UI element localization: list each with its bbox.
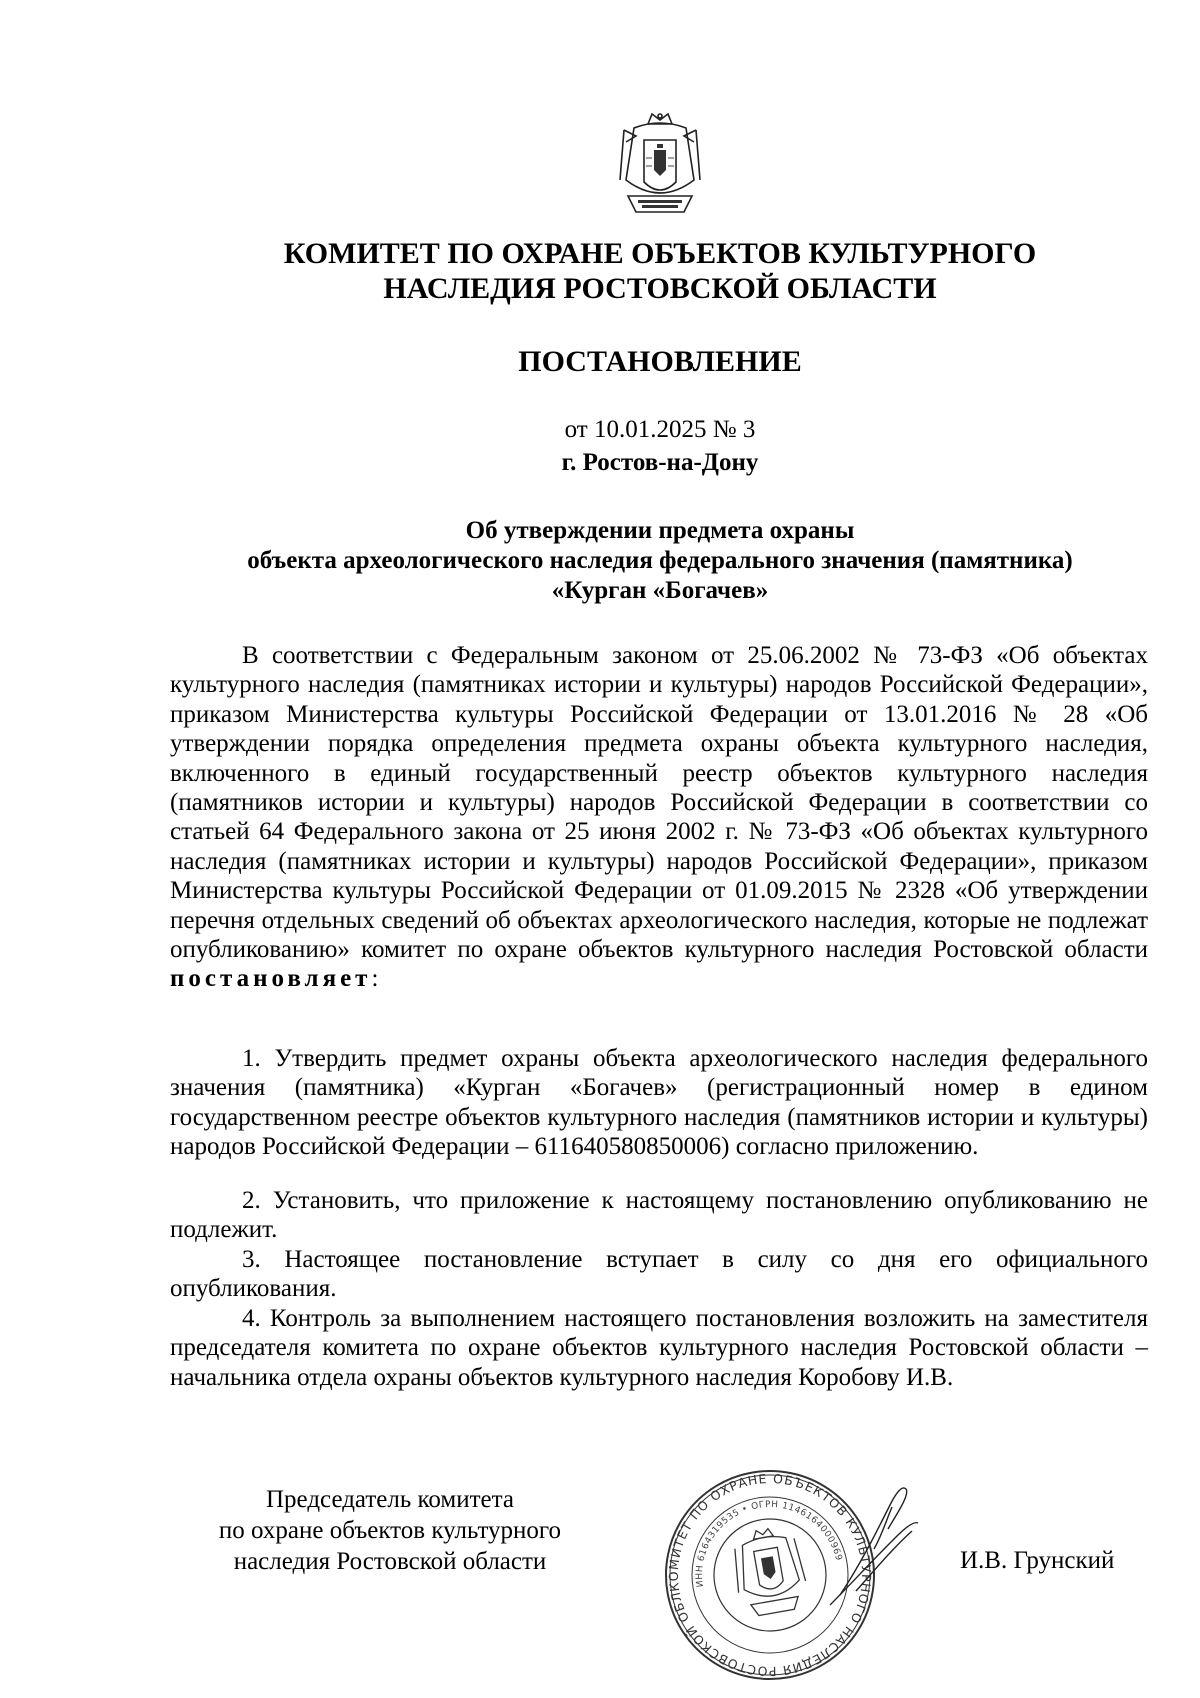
document-date-number: от 10.01.2025 № 3 [564,416,756,443]
signatory-name: И.В. Грунский [960,1547,1115,1574]
item-3-paragraph: 3. Настоящее постановление вступает в силу со дня его официального опубликования. [170,1246,1148,1303]
signatory-position [180,1484,600,1577]
official-seal-stamp [660,1445,950,1695]
signatory-position-line-1: Председатель комитета [266,1486,514,1513]
subject-line-3: «Курган «Богачев» [551,577,769,604]
coat-of-arms-emblem [614,110,706,220]
item-4-paragraph: 4. Контроль за выполнением настоящего постановления возложить на заместителя председателя комитета по охране объектов культурного наследия Ростовской области – начальника отдела охраны объектов культурного наследия Коробову И.В. [170,1305,1148,1391]
organization-title-line-1: КОМИТЕТ ПО ОХРАНЕ ОБЪЕКТОВ КУЛЬТУРНОГО [283,237,1037,270]
resolves-colon: : [371,965,379,993]
organization-title [170,236,1150,306]
seal-inner-text: ИНН 6164319535 • ОГРН 1146164000969 [694,1499,844,1588]
subject-line-1: Об утверждении предмета охраны [465,517,855,544]
preamble-text: В соответствии с Федеральным законом от 25.06.2002 № 73-ФЗ «Об объектах культурного наследия (памятниках истории и культуры) народов Российской Федерации», приказом Министерства культуры Российской Федерации от 13.01.2016 № 28 «Об утверждении порядка определения предмета охраны объекта культурного наследия, включенного в единый государственный реестр объектов культурного наследия (памятников истории и культуры) народов Российской Федерации в соответствии со статьей 64 Федерального закона от 25 июня 2002 г. № 73-ФЗ «Об объектах культурного наследия (памятниках истории и культуры) народов Российской Федерации», приказом Министерства культуры Российской Федерации от 01.09.2015 № 2328 «Об утверждении перечня отдельных сведений об объектах археологического наследия, которые не подлежат опубликованию» комитет по охране объектов культурного наследия Ростовской области [170,642,1148,964]
subject-line-2: объекта археологического наследия федерального значения (памятника) [247,547,1073,574]
signatory-position-line-2: по охране объектов культурного [218,1517,562,1544]
document-type: ПОСТАНОВЛЕНИЕ [518,345,802,378]
document-subject [170,516,1150,606]
signatory-position-line-3: наследия Ростовской области [233,1548,547,1575]
item-1-paragraph: 1. Утвердить предмет охраны объекта археологического наследия федерального значения (памятника) «Курган «Богачев» (регистрационный номер в едином государственном реестре объектов культурного наследия (памятников истории и культуры) народов Российской Федерации – 611640580850006) согласно приложению. [170,1045,1148,1161]
seal-outer-text: КОМИТЕТ ПО ОХРАНЕ ОБЪЕКТОВ КУЛЬТУРНОГО НАСЛЕДИЯ РОСТОВСКОЙ ОБЛАСТИ [665,1470,875,1680]
document-place: г. Ростов-на-Дону [561,449,759,476]
organization-title-line-2: НАСЛЕДИЯ РОСТОВСКОЙ ОБЛАСТИ [383,272,937,305]
resolves-word: постановляет [170,965,372,993]
item-2-paragraph: 2. Установить, что приложение к настоящему постановлению опубликованию не подлежит. [170,1187,1148,1244]
preamble-paragraph [170,641,1148,994]
